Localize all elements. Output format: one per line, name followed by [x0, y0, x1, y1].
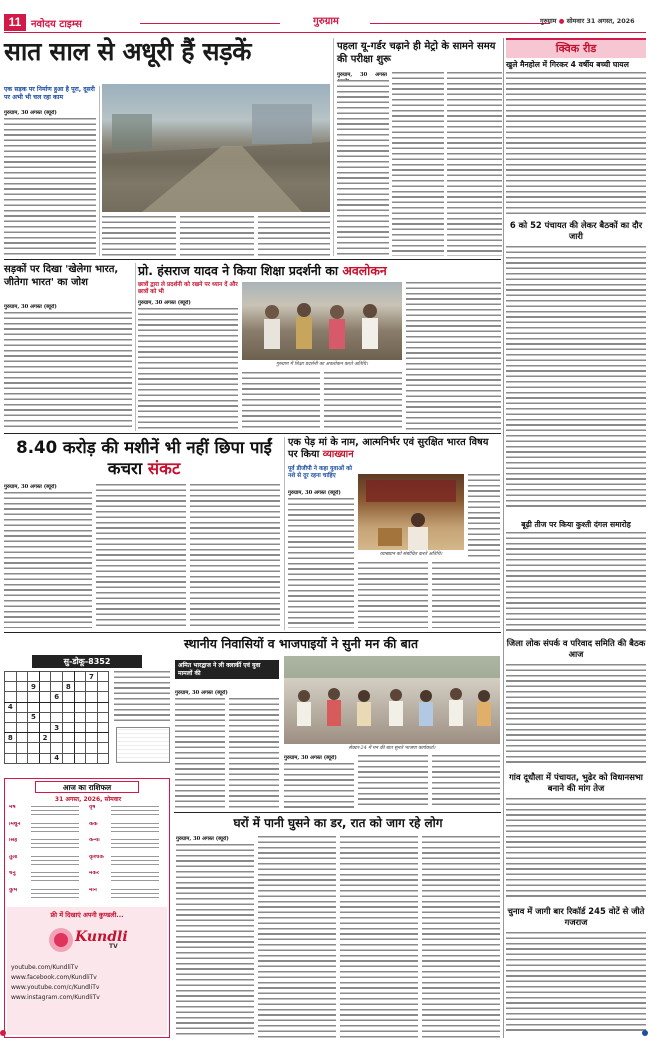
tree-body-col2 — [358, 562, 428, 628]
sudoku-panel — [4, 655, 172, 775]
sudoku-cell — [74, 712, 86, 722]
lead-photo-scene — [102, 84, 330, 212]
rashi-item — [89, 838, 159, 854]
local-body-col1 — [284, 763, 354, 808]
crore-headline — [4, 437, 284, 479]
qr-h6-text: चुनाव में जागी बार रिकॉर्ड 245 वोटें से जीते गजराज — [507, 906, 645, 927]
sudoku-cell — [5, 682, 17, 692]
sudoku-cell — [97, 733, 109, 743]
yadav-body-col4 — [406, 282, 501, 430]
qr-h2-text: 6 को 52 पंचायत की लेकर बैठकों का दौर जारी — [509, 220, 643, 241]
qr-h1-text: खुले मैनहोल में गिरकर 4 वर्षीय बच्ची घायल — [506, 60, 629, 69]
sudoku-cell — [62, 692, 74, 702]
rashi-item — [9, 805, 79, 821]
metro-body-col3 — [447, 72, 502, 256]
sudoku-cell — [74, 702, 86, 712]
dateline-city: गुरुग्राम — [540, 17, 557, 25]
dateline-date: सोमवार 31 अगस्त, 2026 — [566, 17, 635, 25]
yadav-body-col1 — [138, 308, 238, 430]
sudoku-cell — [16, 692, 28, 702]
rashi-item — [89, 871, 159, 887]
masthead-rule-left — [140, 23, 280, 24]
tree-body-col3 — [432, 562, 500, 628]
sudoku-cell: 5 — [28, 712, 40, 722]
qr-h4-text: जिला लोक संपर्क व परिवाद समिति की बैठक आज — [506, 638, 646, 659]
sudoku-cell — [39, 692, 51, 702]
sudoku-row — [5, 692, 109, 702]
sudoku-cell — [86, 722, 98, 732]
fear-headline-text: घरों में पानी घुसने का डर, रात को जाग रहे लोग — [233, 816, 443, 830]
yadav-body-col3 — [324, 372, 402, 430]
sudoku-cell — [62, 712, 74, 722]
kundli-tv: TV — [109, 943, 118, 950]
sudoku-cell — [51, 743, 63, 753]
sudoku-cell — [86, 692, 98, 702]
lead-body-col2 — [102, 216, 176, 256]
sudoku-answer — [116, 727, 170, 763]
tree-headline — [288, 437, 500, 462]
sudoku-row — [5, 753, 109, 763]
sudoku-cell: 2 — [39, 733, 51, 743]
rashi-name: वृष — [89, 805, 96, 810]
sudoku-cell — [5, 743, 17, 753]
rashi-text — [111, 872, 159, 884]
paper-name: नवोदय टाइम्स — [31, 19, 82, 30]
tree-kicker — [288, 466, 354, 480]
rashi-name: सिंह — [9, 838, 18, 844]
kundli-link-4[interactable]: www.instagram.com/KundliTv — [11, 994, 100, 1001]
crore-headline-accent: संकट — [147, 459, 181, 478]
khela-headline — [4, 263, 132, 289]
sudoku-row — [5, 712, 109, 722]
sudoku-cell — [5, 692, 17, 702]
rashi-name: मीन — [89, 888, 97, 893]
sudoku-cell — [39, 712, 51, 722]
quick-read-label: क्विक रीड — [555, 42, 597, 55]
rashi-name: धनु — [9, 871, 16, 877]
metro-body-col2 — [392, 72, 444, 256]
sudoku-cell — [74, 692, 86, 702]
dateline-dot: ● — [558, 17, 565, 25]
sudoku-cell — [97, 712, 109, 722]
lead-byline: गुरुग्राम, 30 अगस्त (ब्यूरो) — [4, 110, 57, 116]
lead-headline-text: सात साल से अधूरी हैं सड़कें — [4, 37, 252, 66]
lead-body-col3 — [180, 216, 254, 256]
sudoku-cell — [28, 722, 40, 732]
local-headline — [102, 636, 500, 652]
sudoku-cell — [86, 743, 98, 753]
sudoku-cell — [74, 672, 86, 682]
yadav-photo — [242, 282, 402, 360]
sudoku-cell: 4 — [51, 753, 63, 763]
sudoku-cell — [16, 682, 28, 692]
fear-body-col3 — [340, 836, 418, 1038]
sudoku-cell — [28, 733, 40, 743]
register-mark-left — [0, 1030, 6, 1036]
yadav-body-col2 — [242, 372, 320, 430]
tree-headline-wrap — [288, 437, 500, 462]
kundli-link-1[interactable]: youtube.com/KundliTv — [11, 964, 79, 971]
sudoku-row — [5, 702, 109, 712]
page-number: 11 — [8, 15, 22, 29]
sudoku-row — [5, 682, 109, 692]
sudoku-cell — [16, 743, 28, 753]
fear-body-col2 — [258, 836, 336, 1038]
rashifal-title-box — [35, 781, 139, 793]
sudoku-cell — [16, 753, 28, 763]
lead-kicker-text: एक सड़क पर निर्माण हुआ है पूरा, दूसरी पर अभी भी चल रहा काम — [4, 86, 95, 101]
sudoku-cell — [16, 702, 28, 712]
tree-headline-accent: व्याख्यान — [322, 449, 354, 461]
metro-headline — [337, 40, 502, 66]
section-rule — [174, 812, 501, 813]
yadav-byline: गुरुग्राम, 30 अगस्त (ब्यूरो) — [138, 300, 191, 306]
qr-h3 — [506, 520, 646, 529]
sudoku-cell — [86, 753, 98, 763]
yadav-photo-people — [242, 282, 402, 360]
sudoku-cell — [97, 722, 109, 732]
sudoku-cell — [86, 682, 98, 692]
sudoku-cell — [62, 722, 74, 732]
rashi-text — [111, 823, 159, 835]
rashi-item — [9, 888, 79, 904]
rashifal-panel — [4, 778, 170, 1038]
rashi-text — [31, 823, 79, 835]
sudoku-cell — [74, 682, 86, 692]
amit-body-col2 — [229, 698, 279, 808]
sudoku-cell — [16, 733, 28, 743]
local-caption: सेक्टर-24 में मन की बात सुनते भाजपा कार्यकर्ता। — [348, 746, 436, 751]
sudoku-cell — [39, 753, 51, 763]
sudoku-cell — [39, 672, 51, 682]
qr-h4 — [506, 638, 646, 660]
local-byline: गुरुग्राम, 30 अगस्त (ब्यूरो) — [284, 755, 337, 761]
sudoku-cell — [28, 753, 40, 763]
kundli-link-3[interactable]: www.youtube.com/c/KundliTv — [11, 984, 100, 991]
rashi-name: मकर — [89, 871, 99, 877]
sudoku-cell: 9 — [28, 682, 40, 692]
local-headline-text: स्थानीय निवासियों व भाजपाइयों ने सुनी मन की बात — [183, 636, 419, 651]
qr-h3-text: बूढ़ी तीज पर किया कुश्ती दंगल समारोह — [521, 520, 631, 529]
metro-byline: गुरुग्राम, 30 अगस्त — [337, 72, 387, 78]
quick-read-panel — [506, 38, 646, 1038]
sudoku-cell: 3 — [51, 722, 63, 732]
rashi-name: मिथुन — [9, 821, 21, 827]
metro-headline-text: पहला यू-गर्डर चढ़ाने ही मेट्रो के सामने समय की परीक्षा शुरू — [337, 41, 496, 65]
sudoku-cell — [5, 712, 17, 722]
rashifal-grid — [9, 805, 167, 905]
rashi-item — [9, 855, 79, 871]
crore-headline-text: 8.40 करोड़ की मशीनें भी नहीं छिपा पाईं कचरा — [16, 438, 272, 478]
sudoku-cell — [39, 682, 51, 692]
section-rule — [4, 259, 501, 260]
masthead-underline — [4, 32, 646, 33]
crore-body-col1 — [4, 492, 92, 628]
rashi-item — [9, 871, 79, 887]
sudoku-cell — [86, 712, 98, 722]
sudoku-cell — [39, 722, 51, 732]
sudoku-cell — [5, 722, 17, 732]
rashi-item — [89, 888, 159, 904]
khela-byline: गुरुग्राम, 30 अगस्त (ब्यूरो) — [4, 304, 57, 310]
lead-headline — [4, 38, 330, 80]
sudoku-cell — [16, 672, 28, 682]
col-rule — [284, 437, 285, 630]
sudoku-cell — [51, 733, 63, 743]
tree-photo-scene — [358, 474, 464, 550]
yadav-caption: गुरुग्राम में शिक्षा प्रदर्शनी का अवलोकन करते अतिथि। — [276, 362, 368, 367]
crore-headline-wrap — [4, 437, 284, 479]
sudoku-cell — [86, 733, 98, 743]
lead-body-col4 — [258, 216, 330, 256]
tree-photo — [358, 474, 464, 550]
dateline — [540, 16, 635, 25]
lead-body-col1 — [4, 118, 96, 256]
rashi-text — [111, 806, 159, 818]
tree-byline: गुरुग्राम, 30 अगस्त (ब्यूरो) — [288, 490, 341, 496]
tree-kicker-text: पूर्व डीजीपी ने कहा युवाओं को नशे से दूर रहना चाहिए — [288, 466, 353, 479]
sudoku-cell — [28, 692, 40, 702]
local-photo-people — [284, 656, 500, 744]
yadav-kicker-text: छात्रों द्वारा ले प्रदर्शनी को रखने पर ध्यान दें और छात्रों को भी — [138, 282, 238, 295]
sudoku-cell — [86, 702, 98, 712]
section-rule — [4, 632, 501, 633]
sudoku-cell: 7 — [86, 672, 98, 682]
register-mark-right — [642, 1030, 648, 1036]
sudoku-instructions — [114, 671, 170, 723]
rashi-item — [89, 855, 159, 871]
rashi-text — [31, 856, 79, 868]
sudoku-cell: 8 — [62, 682, 74, 692]
sudoku-cell — [51, 702, 63, 712]
sudoku-cell — [97, 753, 109, 763]
col-rule — [333, 38, 334, 256]
amit-byline: गुरुग्राम, 30 अगस्त (ब्यूरो) — [175, 690, 228, 696]
sudoku-cell — [51, 672, 63, 682]
rashi-text — [31, 872, 79, 884]
sudoku-cell — [74, 722, 86, 732]
sudoku-row — [5, 733, 109, 743]
kundli-brand: Kundli — [75, 929, 128, 945]
sudoku-grid — [4, 671, 109, 764]
qr-body-5 — [506, 798, 646, 898]
sudoku-cell: 4 — [5, 702, 17, 712]
sudoku-row — [5, 743, 109, 753]
sudoku-cell — [62, 733, 74, 743]
qr-h5-text: गांव दूधौला में पंचायत, भुढेर को विधानसभा बनाने की मांग तेज — [509, 772, 643, 793]
kundli-ad — [7, 907, 167, 1035]
sudoku-cell — [62, 753, 74, 763]
qr-h6 — [506, 906, 646, 928]
lead-kicker — [4, 86, 96, 101]
sudoku-cell — [51, 712, 63, 722]
rashi-name: वृश्चिक — [89, 854, 104, 860]
rashi-name: कुंभ — [9, 888, 18, 893]
quick-read-label-box — [506, 38, 646, 58]
col-rule — [503, 38, 504, 1038]
amit-headline-text: अमित भारद्वाज ने ली क्लार्की एवं युवा मामलों की — [178, 662, 261, 677]
sudoku-cell — [39, 702, 51, 712]
crore-body-col3 — [190, 484, 280, 628]
fear-body-col1 — [176, 844, 254, 1038]
sudoku-cell — [74, 743, 86, 753]
kundli-tagline: फ्री में दिखाएं अपनी कुण्डली... — [50, 911, 124, 919]
kundli-links — [11, 963, 163, 1003]
qr-body-6 — [506, 932, 646, 1032]
rashi-text — [111, 839, 159, 851]
fear-byline: गुरुग्राम, 30 अगस्त (ब्यूरो) — [176, 836, 229, 842]
crore-body-col2 — [96, 484, 186, 628]
sudoku-cell — [28, 743, 40, 753]
local-body-col3 — [432, 755, 500, 808]
qr-body-4 — [506, 664, 646, 764]
sudoku-cell — [74, 753, 86, 763]
sudoku-row — [5, 722, 109, 732]
qr-body-2 — [506, 246, 646, 508]
local-body-col2 — [358, 755, 428, 808]
yadav-headline-wrap — [138, 264, 500, 278]
qr-h5 — [506, 772, 646, 794]
sudoku-cell: 6 — [51, 692, 63, 702]
lead-photo — [102, 84, 330, 212]
yadav-headline-text: प्रो. हंसराज यादव ने किया शिक्षा प्रदर्शनी का — [138, 263, 339, 278]
khela-body — [4, 312, 132, 427]
qr-h1 — [506, 60, 646, 69]
sudoku-cell — [97, 672, 109, 682]
qr-body-3 — [506, 532, 646, 632]
rashi-item — [89, 805, 159, 821]
yadav-headline — [138, 264, 500, 278]
rashi-text — [31, 889, 79, 901]
kundli-link-2[interactable]: www.facebook.com/KundliTv — [11, 974, 97, 981]
kundli-logo — [47, 923, 127, 957]
qr-body-1 — [506, 72, 646, 214]
rashifal-date: 31 अगस्त, 2026, सोमवार — [54, 796, 122, 803]
yadav-kicker — [138, 282, 238, 296]
rashi-item — [89, 822, 159, 838]
tree-headline-text: एक पेड़ मां के नाम, आत्मनिर्भर एवं सुरक्षित भारत विषय पर किया — [288, 437, 489, 461]
rashi-item — [9, 822, 79, 838]
sudoku-cell — [28, 702, 40, 712]
amit-headline — [175, 660, 279, 679]
rashi-name: मेष — [9, 805, 16, 810]
fear-body-col4 — [422, 836, 500, 1038]
section-rule — [4, 433, 501, 434]
crore-byline: गुरुग्राम, 30 अगस्त (ब्यूरो) — [4, 484, 57, 490]
sudoku-cell — [16, 712, 28, 722]
sudoku-cell — [97, 702, 109, 712]
sudoku-cell — [62, 672, 74, 682]
sudoku-title: सु-डोकू-8352 — [63, 657, 111, 666]
sudoku-cell — [51, 682, 63, 692]
city-banner: गुरुग्राम — [313, 16, 339, 27]
sudoku-cell — [28, 672, 40, 682]
rashifal-title: आज का राशिफल — [62, 783, 112, 792]
sudoku-cell — [97, 743, 109, 753]
sudoku-cell — [16, 722, 28, 732]
page-masthead — [0, 0, 650, 34]
local-photo — [284, 656, 500, 744]
sudoku-row — [5, 672, 109, 682]
sudoku-cell: 8 — [5, 733, 17, 743]
sudoku-cell — [5, 672, 17, 682]
rashi-name: कर्क — [89, 821, 98, 827]
masthead-rule-right — [370, 23, 550, 24]
sudoku-cell — [97, 682, 109, 692]
rashi-item — [9, 838, 79, 854]
amit-body-col1 — [175, 698, 225, 808]
tree-body-col1 — [288, 498, 354, 628]
sudoku-cell — [5, 753, 17, 763]
sudoku-cell — [62, 702, 74, 712]
metro-body-col1 — [337, 80, 389, 256]
col-rule — [135, 263, 136, 431]
sudoku-cell — [62, 743, 74, 753]
tree-caption: व्याख्यान को संबोधित करते अतिथि। — [379, 552, 443, 557]
rashi-name: तुला — [9, 854, 18, 860]
khela-headline-text: सड़कों पर दिखा 'खेलेगा भारत, जीतेगा भारत' का जोश — [4, 264, 119, 288]
col-rule — [99, 86, 100, 256]
fear-headline — [176, 815, 500, 831]
rashi-text — [31, 806, 79, 818]
rashi-text — [111, 856, 159, 868]
rashi-text — [111, 889, 159, 901]
tree-body-col4 — [468, 474, 500, 558]
sudoku-title-box — [32, 655, 142, 668]
rashi-name: कन्या — [89, 838, 100, 844]
sudoku-cell — [39, 743, 51, 753]
rashi-text — [31, 839, 79, 851]
page-number-box — [4, 14, 26, 31]
yadav-headline-accent: अवलोकन — [342, 263, 387, 278]
sudoku-cell — [97, 692, 109, 702]
qr-h2 — [506, 220, 646, 242]
sudoku-cell — [74, 733, 86, 743]
